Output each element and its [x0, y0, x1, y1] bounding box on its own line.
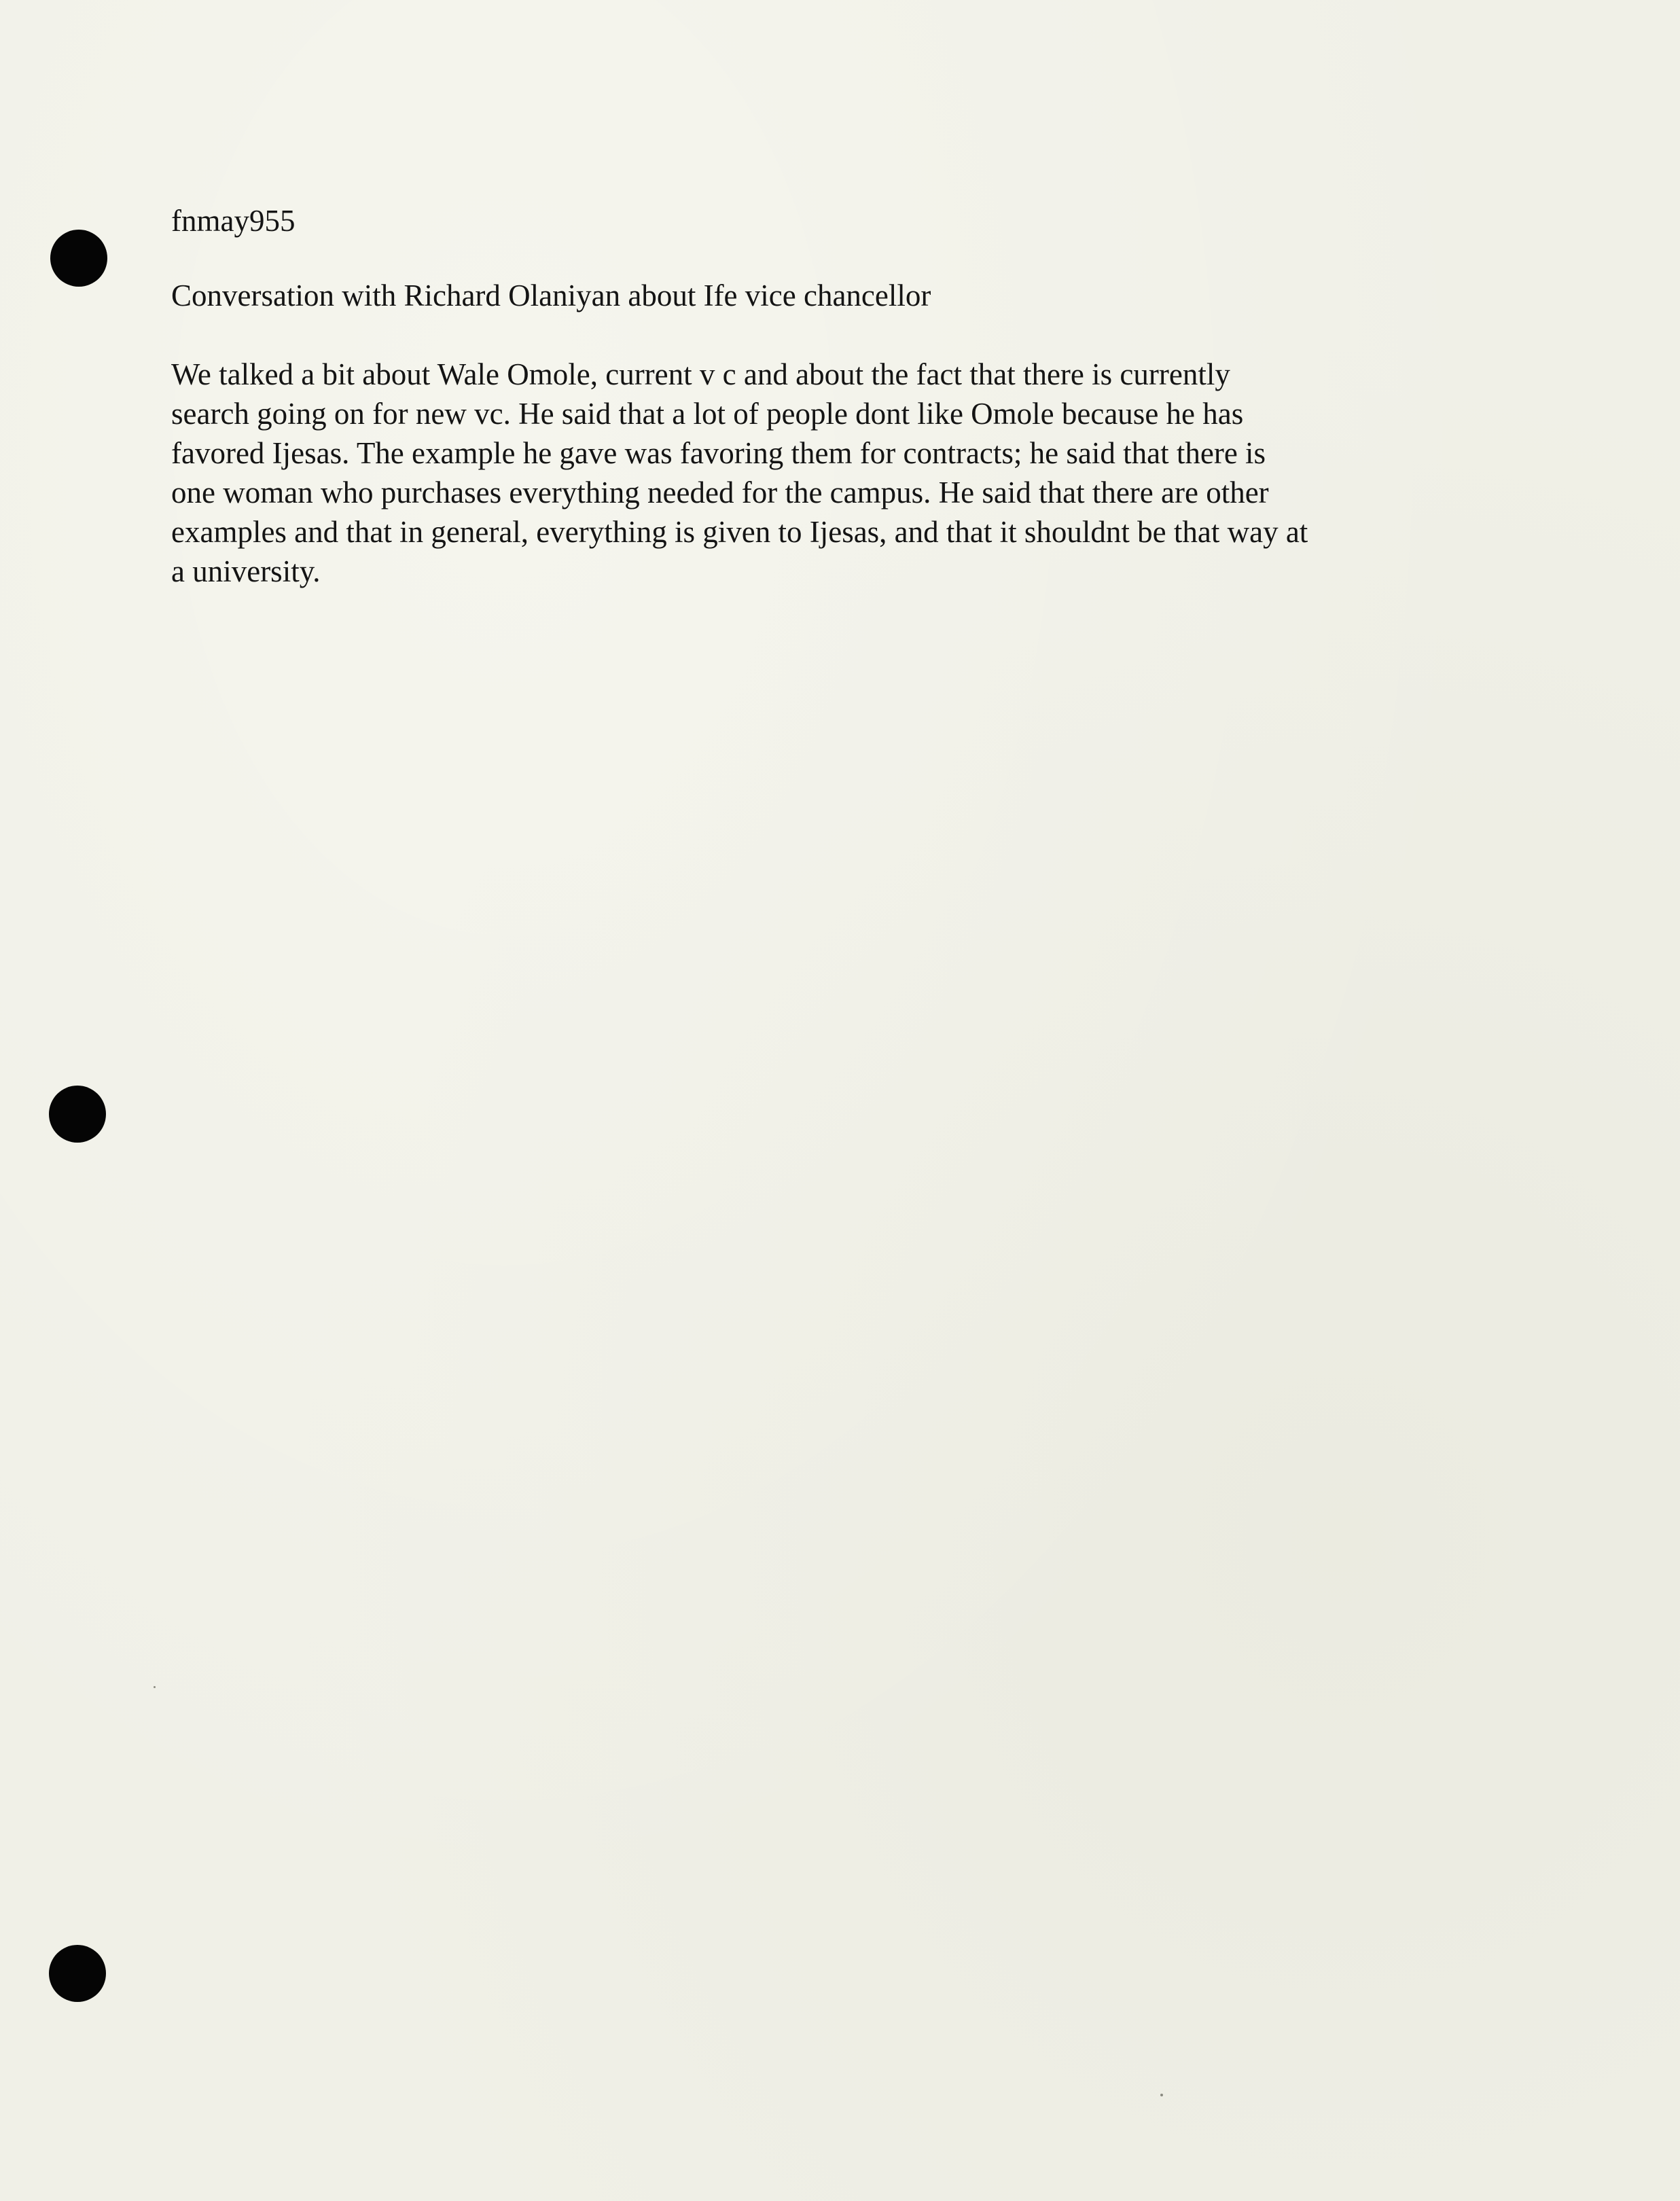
- punch-hole-top: [50, 230, 107, 287]
- body-line: one woman who purchases everything needed for the campus. He said that there are other: [171, 476, 1269, 509]
- body-line: examples and that in general, everything is given to Ijesas, and that it shouldnt be that way at: [171, 515, 1308, 549]
- punch-hole-bottom: [49, 1945, 106, 2002]
- body-line: favored Ijesas. The example he gave was favoring them for contracts; he said that there is: [171, 436, 1266, 470]
- paper-speck: [154, 1686, 156, 1688]
- body-line: search going on for new vc. He said that a lot of people dont like Omole because he has: [171, 397, 1244, 431]
- body-line: We talked a bit about Wale Omole, current v c and about the fact that there is currently: [171, 357, 1230, 391]
- document-id: fnmay955: [171, 204, 296, 238]
- paper-speck: [1160, 2094, 1163, 2096]
- document-body: [171, 355, 1543, 591]
- body-line: a university.: [171, 554, 321, 588]
- document-title: Conversation with Richard Olaniyan about Ife vice chancellor: [171, 279, 931, 312]
- punch-hole-middle: [49, 1086, 106, 1143]
